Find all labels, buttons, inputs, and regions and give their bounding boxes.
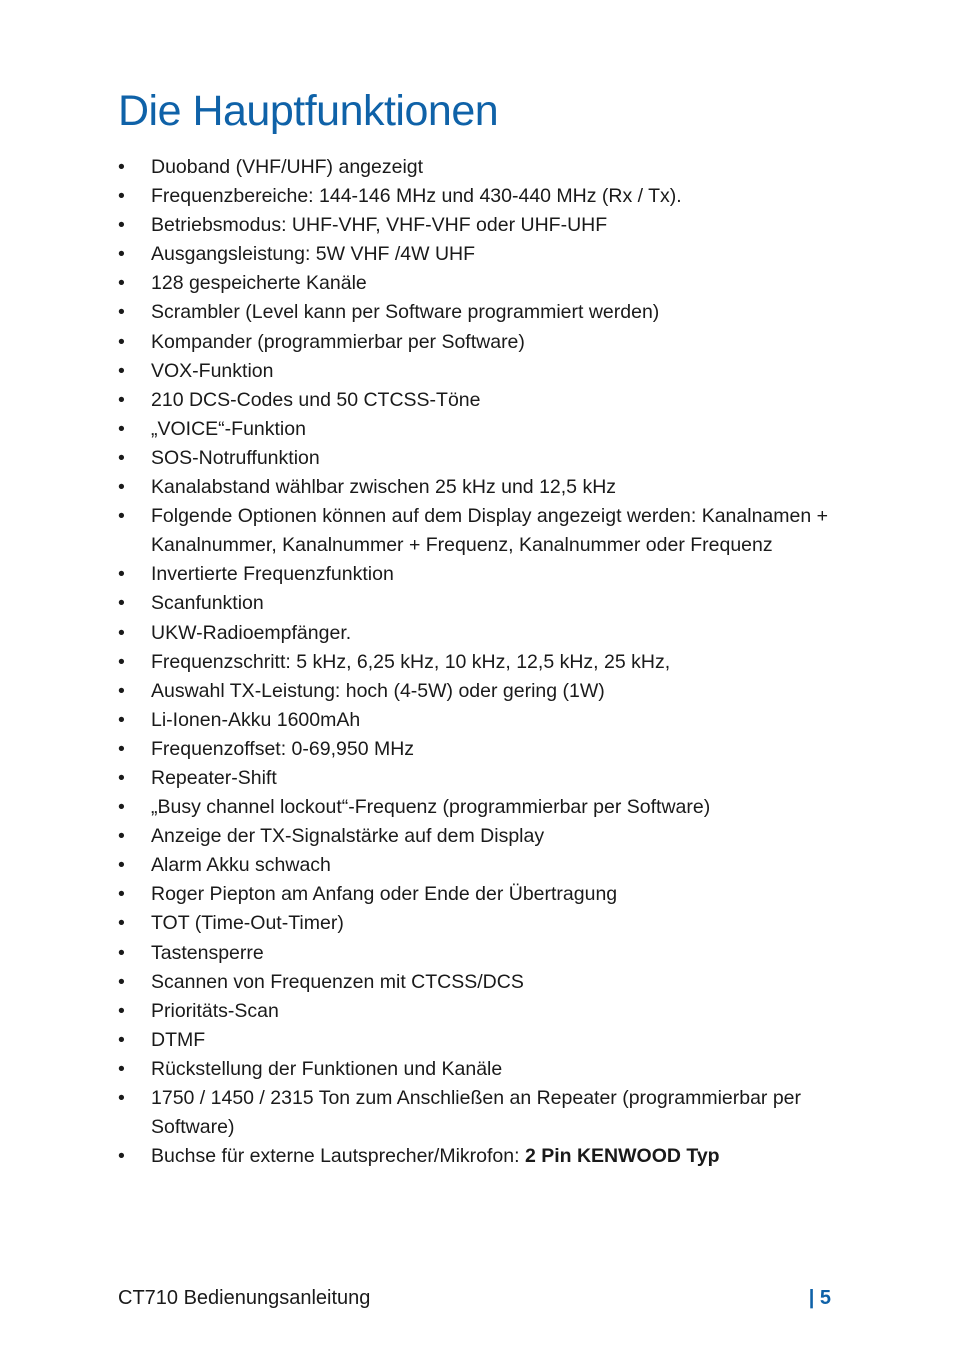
list-item-text: SOS-Notruffunktion (151, 446, 320, 469)
footer-manual-title: CT710 Bedienungsanleitung (118, 1287, 371, 1309)
list-item (118, 1084, 828, 1142)
bullet: • (118, 563, 125, 586)
list-item (118, 619, 828, 648)
list-item-text: Auswahl TX-Leistung: hoch (4-5W) oder gering (1W) (151, 679, 605, 702)
bullet: • (118, 621, 125, 644)
list-item (118, 415, 828, 444)
bullet: • (118, 854, 125, 877)
bullet: • (118, 214, 125, 237)
list-item (118, 939, 828, 968)
list-item-text: Rückstellung der Funktionen und Kanäle (151, 1057, 503, 1080)
bullet: • (118, 1057, 125, 1080)
page-number: | 5 (808, 1287, 831, 1309)
list-item-text: „VOICE“-Funktion (151, 417, 306, 440)
list-item-text: Repeater-Shift (151, 766, 277, 789)
bullet: • (118, 1028, 125, 1051)
list-item (118, 735, 828, 764)
list-item (118, 269, 828, 298)
bullet: • (118, 1087, 125, 1109)
list-item (118, 997, 828, 1026)
list-item-text: „Busy channel lockout“-Frequenz (programmierbar per Software) (151, 796, 711, 819)
bullet: • (118, 156, 125, 178)
list-item (118, 240, 828, 269)
list-item-text: Li-Ionen-Akku 1600mAh (151, 708, 361, 731)
bullet: • (118, 883, 125, 906)
bullet: • (118, 679, 125, 702)
list-item-text: UKW-Radioempfänger. (151, 621, 352, 644)
bullet: • (118, 476, 125, 499)
bullet: • (118, 243, 125, 266)
bullet: • (118, 388, 125, 411)
list-item (118, 1055, 828, 1084)
list-item-text: Frequenzoffset: 0-69,950 MHz (151, 737, 415, 760)
list-item-text: Ausgangsleistung: 5W VHF /4W UHF (151, 243, 476, 266)
list-item-text: Kompander (programmierbar per Software) (151, 330, 525, 353)
list-item (118, 851, 828, 880)
list-item-text: Frequenzschritt: 5 kHz, 6,25 kHz, 10 kHz, 12,5 kHz, 25 kHz, (151, 650, 671, 673)
list-item-text: Frequenzbereiche: 144-146 MHz und 430-440 MHz (Rx / Tx). (151, 185, 682, 208)
list-item-text: TOT (Time-Out-Timer) (151, 912, 344, 935)
list-item (118, 793, 828, 822)
bullet: • (118, 825, 125, 848)
bullet: • (118, 272, 125, 295)
list-item (118, 1142, 828, 1171)
list-item-text: VOX-Funktion (151, 359, 274, 382)
list-item (118, 153, 828, 182)
list-item (118, 502, 828, 560)
bullet: • (118, 505, 125, 528)
list-item-text: Invertierte Frequenzfunktion (151, 563, 394, 586)
list-item-text: Tastensperre (151, 941, 264, 964)
list-item-text: Prioritäts-Scan (151, 999, 279, 1022)
bullet: • (118, 446, 125, 469)
list-item (118, 764, 828, 793)
bullet: • (118, 650, 125, 673)
list-item (118, 880, 828, 909)
bullet: • (118, 359, 125, 382)
bullet: • (118, 185, 125, 208)
bullet: • (118, 970, 125, 993)
bullet: • (118, 330, 125, 353)
list-item (118, 1026, 828, 1055)
list-item (118, 706, 828, 735)
list-item (118, 560, 828, 589)
list-item-text: 210 DCS-Codes und 50 CTCSS-Töne (151, 388, 481, 411)
list-item-text: DTMF (151, 1028, 206, 1051)
list-item-text: Scanfunktion (151, 592, 264, 615)
bullet: • (118, 796, 125, 819)
list-item (118, 968, 828, 997)
bullet: • (118, 708, 125, 731)
list-item (118, 909, 828, 938)
feature-list (118, 153, 828, 1171)
list-item (118, 182, 828, 211)
list-item (118, 677, 828, 706)
list-item (118, 328, 828, 357)
list-item-text: Scannen von Frequenzen mit CTCSS/DCS (151, 970, 524, 993)
list-item (118, 444, 828, 473)
list-item-text: 1750 / 1450 / 2315 Ton zum Anschließen an Repeater (programmierbar per Software) (151, 1087, 802, 1139)
list-item-text: Betriebsmodus: UHF-VHF, VHF-VHF oder UHF-UHF (151, 214, 608, 237)
list-item-text: Buchse für externe Lautsprecher/Mikrofon: (151, 1145, 525, 1168)
list-item (118, 822, 828, 851)
list-item (118, 357, 828, 386)
bullet: • (118, 766, 125, 789)
bullet: • (118, 999, 125, 1022)
connector-type-label: 2 Pin KENWOOD Typ (524, 1145, 720, 1168)
list-item-text: Duoband (VHF/UHF) angezeigt (151, 156, 424, 178)
list-item-text: Roger Piepton am Anfang oder Ende der Übertragung (151, 883, 618, 906)
list-item-text: Alarm Akku schwach (151, 854, 331, 877)
bullet: • (118, 417, 125, 440)
list-item-text: 128 gespeicherte Kanäle (151, 272, 367, 295)
list-item (118, 648, 828, 677)
list-item-text: Scrambler (Level kann per Software programmiert werden) (151, 301, 660, 324)
list-item (118, 298, 828, 327)
list-item (118, 211, 828, 240)
list-item-text: Anzeige der TX-Signalstärke auf dem Display (151, 825, 545, 848)
list-item (118, 386, 828, 415)
bullet: • (118, 592, 125, 615)
list-item-text: Kanalabstand wählbar zwischen 25 kHz und 12,5 kHz (151, 476, 617, 499)
page-title: Die Hauptfunktionen (118, 87, 499, 135)
bullet: • (118, 912, 125, 935)
list-item (118, 589, 828, 618)
bullet: • (118, 941, 125, 964)
list-item (118, 473, 828, 502)
list-item-text: Folgende Optionen können auf dem Display angezeigt werden: Kanalnamen + Kanalnummer, Kanalnummer + Frequenz, Kanalnummer oder Frequenz (151, 505, 828, 557)
bullet: • (118, 1145, 125, 1168)
bullet: • (118, 301, 125, 324)
bullet: • (118, 737, 125, 760)
